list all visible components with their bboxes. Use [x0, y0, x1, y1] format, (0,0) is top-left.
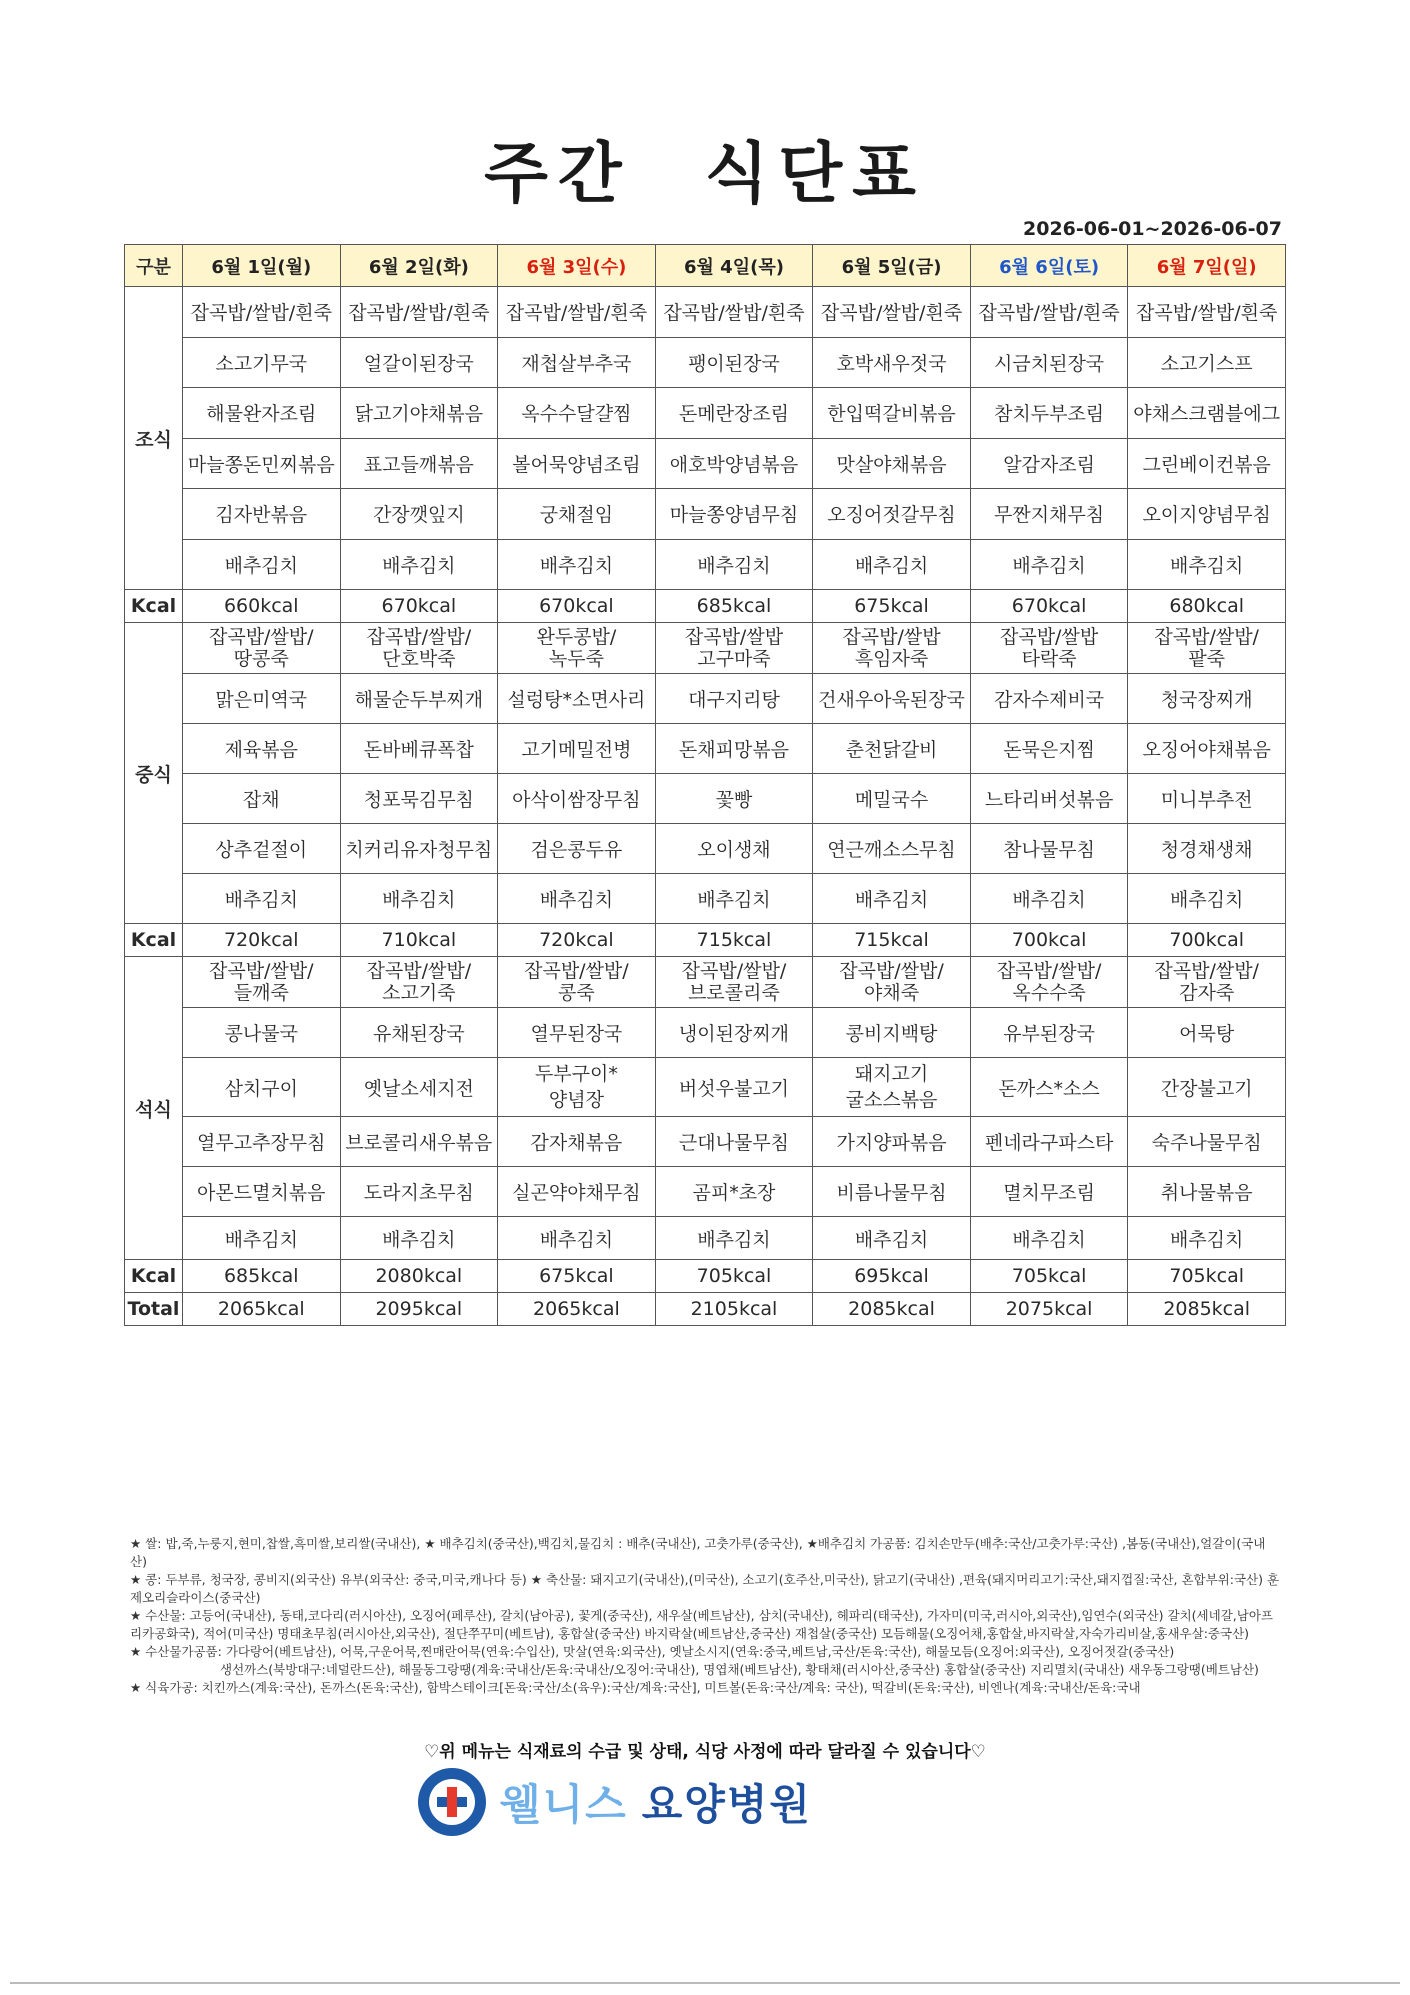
dish-cell: 배추김치	[813, 1217, 971, 1260]
header-row	[125, 245, 1286, 287]
dish-cell: 검은콩두유	[498, 824, 656, 874]
dish-cell: 옥수수달걀찜	[498, 388, 656, 439]
dish-cell: 삼치구이	[183, 1058, 341, 1117]
kcal-value: 710kcal	[340, 924, 498, 957]
dish-cell: 애호박양념볶음	[655, 438, 813, 489]
dish-cell: 참치두부조림	[970, 388, 1128, 439]
dish-cell: 볼어묵양념조림	[498, 438, 656, 489]
breakfast-row	[125, 438, 1286, 489]
dish-cell: 김자반볶음	[183, 489, 341, 540]
dish-cell: 배추김치	[970, 539, 1128, 590]
dish-cell: 고기메밀전병	[498, 724, 656, 774]
dish-cell: 춘천닭갈비	[813, 724, 971, 774]
rice-cell	[183, 623, 341, 674]
dish-cell: 배추김치	[340, 539, 498, 590]
dish-cell: 아몬드멸치볶음	[183, 1167, 341, 1217]
dish-cell: 잡곡밥/쌀밥/흰죽	[340, 287, 498, 338]
dish-line: 소고기죽	[382, 982, 456, 1004]
rice-cell	[970, 957, 1128, 1008]
dish-cell: 멸치무조림	[970, 1167, 1128, 1217]
kcal-value: 715kcal	[813, 924, 971, 957]
dish-line: 흑임자죽	[854, 648, 929, 670]
dish-line: 잡곡밥/쌀밥	[684, 626, 784, 648]
dish-cell: 잡곡밥/쌀밥/흰죽	[813, 287, 971, 338]
page-title: 주간 식단표	[484, 135, 926, 212]
dish-cell: 한입떡갈비볶음	[813, 388, 971, 439]
total-value: 2085kcal	[813, 1293, 971, 1326]
dish-cell: 버섯우불고기	[655, 1058, 813, 1117]
dish-cell: 마늘쫑돈민찌볶음	[183, 438, 341, 489]
dish-cell: 잡곡밥/쌀밥/흰죽	[655, 287, 813, 338]
dish-cell: 배추김치	[340, 1217, 498, 1260]
kcal-value: 660kcal	[183, 590, 341, 623]
dish-cell: 옛날소세지전	[340, 1058, 498, 1117]
dish-line: 브로콜리죽	[688, 982, 780, 1004]
bottom-divider	[10, 1982, 1400, 1984]
rice-cell	[183, 957, 341, 1008]
dish-cell: 재첩살부추국	[498, 337, 656, 388]
day-header: 6월 2일(화)	[340, 245, 498, 287]
total-value: 2065kcal	[183, 1293, 341, 1326]
dish-line: 잡곡밥/쌀밥/	[996, 960, 1102, 982]
dish-cell: 비름나물무침	[813, 1167, 971, 1217]
kcal-label: Kcal	[125, 590, 183, 623]
dish-line: 잡곡밥/쌀밥/	[681, 960, 787, 982]
kcal-value: 705kcal	[1128, 1260, 1286, 1293]
dish-cell: 청경채생채	[1128, 824, 1286, 874]
dish-line: 야채죽	[864, 982, 920, 1004]
dish-cell: 팽이된장국	[655, 337, 813, 388]
dish-cell: 청포묵김무침	[340, 774, 498, 824]
day-header: 6월 4일(목)	[655, 245, 813, 287]
kcal-row	[125, 590, 1286, 623]
dish-line: 잡곡밥/쌀밥/	[366, 626, 472, 648]
dish-cell: 잡채	[183, 774, 341, 824]
dish-cell: 펜네라구파스타	[970, 1117, 1128, 1167]
dish-cell: 배추김치	[813, 539, 971, 590]
dish-cell: 상추겉절이	[183, 824, 341, 874]
dish-cell: 돈묵은지찜	[970, 724, 1128, 774]
dish-cell: 감자수제비국	[970, 674, 1128, 724]
kcal-value: 670kcal	[498, 590, 656, 623]
dish-cell: 표고들깨볶음	[340, 438, 498, 489]
dish-cell: 돈바베큐폭찹	[340, 724, 498, 774]
dish-cell: 맛살야채볶음	[813, 438, 971, 489]
dish-cell: 도라지초무침	[340, 1167, 498, 1217]
dish-cell: 배추김치	[498, 539, 656, 590]
dish-cell: 취나물볶음	[1128, 1167, 1286, 1217]
dish-cell: 콩나물국	[183, 1008, 341, 1058]
header-label: 구분	[125, 245, 183, 287]
dish-cell: 잡곡밥/쌀밥/흰죽	[970, 287, 1128, 338]
dish-cell: 배추김치	[183, 874, 341, 924]
dish-cell: 소고기무국	[183, 337, 341, 388]
dish-cell: 열무고추장무침	[183, 1117, 341, 1167]
rice-cell	[655, 957, 813, 1008]
dish-cell: 배추김치	[1128, 874, 1286, 924]
dish-cell: 해물완자조림	[183, 388, 341, 439]
note-line: ★ 수산물: 고등어(국내산), 동태,코다리(러시아산), 오징어(페루산), 갈치(남아공), 꽃게(중국산), 새우살(베트남산), 삼치(국내산), 헤파리(태국산), 가자미(미국,러시아,외국산),임연수(외국산) 갈치(세네갈,남아프리카공화국), 적어(미국산) 명태초무침(러시아산,외국산), 절단쭈꾸미(베트남), 홍합살(중국산) 바지락살(베트남산,중국산) 재첩살(중국산) 모듬해물(오징어채,홍합살,바지락살,자숙가리비살,홍새우살:중국산)	[130, 1608, 1273, 1641]
dish-line: 잡곡밥/쌀밥	[842, 626, 941, 648]
dish-line: 양념장	[548, 1089, 604, 1111]
dish-cell: 간장불고기	[1128, 1058, 1286, 1117]
kcal-value: 685kcal	[655, 590, 813, 623]
kcal-value: 700kcal	[1128, 924, 1286, 957]
dish-cell: 소고기스프	[1128, 337, 1286, 388]
day-header: 6월 3일(수)	[498, 245, 656, 287]
dish-cell: 건새우아욱된장국	[813, 674, 971, 724]
dish-line: 완두콩밥/	[536, 626, 617, 648]
dish-cell	[813, 1058, 971, 1117]
day-header: 6월 5일(금)	[813, 245, 971, 287]
dish-line: 고구마죽	[697, 648, 771, 670]
dish-cell: 어묵탕	[1128, 1008, 1286, 1058]
hospital-logo	[418, 1767, 812, 1837]
lunch-row	[125, 674, 1286, 724]
rice-cell	[813, 623, 971, 674]
kcal-value: 720kcal	[183, 924, 341, 957]
dish-cell: 느타리버섯볶음	[970, 774, 1128, 824]
kcal-value: 715kcal	[655, 924, 813, 957]
lunch-row	[125, 724, 1286, 774]
dish-cell: 참나물무침	[970, 824, 1128, 874]
dish-cell: 호박새우젓국	[813, 337, 971, 388]
dish-cell: 배추김치	[1128, 1217, 1286, 1260]
dish-line: 돼지고기	[854, 1063, 929, 1085]
dish-cell: 숙주나물무침	[1128, 1117, 1286, 1167]
rice-cell	[498, 623, 656, 674]
dish-cell: 배추김치	[970, 874, 1128, 924]
kcal-value: 675kcal	[498, 1260, 656, 1293]
dish-cell: 꽃빵	[655, 774, 813, 824]
dish-line: 잡곡밥/쌀밥/	[366, 960, 472, 982]
dish-cell: 잡곡밥/쌀밥/흰죽	[183, 287, 341, 338]
total-value: 2085kcal	[1128, 1293, 1286, 1326]
note-line: 생선까스(북방대구:네덜란드산), 해물동그랑땡(계육:국내산/돈육:국내산/오징어:국내산), 명엽채(베트남산), 황태채(러시아산,중국산) 홍합살(중국산) 지리멸치(국내산) 새우동그랑땡(베트남산)	[220, 1662, 1259, 1677]
dish-cell: 브로콜리새우볶음	[340, 1117, 498, 1167]
dish-cell: 설렁탕*소면사리	[498, 674, 656, 724]
kcal-row	[125, 1260, 1286, 1293]
day-header: 6월 7일(일)	[1128, 245, 1286, 287]
weekly-menu-table	[124, 244, 1286, 1326]
day-header: 6월 6일(토)	[970, 245, 1128, 287]
dish-cell	[498, 1058, 656, 1117]
lunch-row	[125, 874, 1286, 924]
dish-line: 녹두죽	[548, 648, 604, 670]
origin-notes	[130, 1535, 1280, 1697]
kcal-value: 680kcal	[1128, 590, 1286, 623]
dish-cell: 배추김치	[340, 874, 498, 924]
rice-cell	[498, 957, 656, 1008]
kcal-value: 705kcal	[970, 1260, 1128, 1293]
dish-cell: 곰피*초장	[655, 1167, 813, 1217]
dish-cell: 해물순두부찌개	[340, 674, 498, 724]
rice-cell	[340, 957, 498, 1008]
dinner-row	[125, 1058, 1286, 1117]
dish-cell: 청국장찌개	[1128, 674, 1286, 724]
dish-cell: 미니부추전	[1128, 774, 1286, 824]
dish-cell: 얼갈이된장국	[340, 337, 498, 388]
kcal-value: 695kcal	[813, 1260, 971, 1293]
dish-line: 옥수수죽	[1012, 982, 1086, 1004]
dish-line: 땅콩죽	[233, 648, 289, 670]
dish-line: 감자죽	[1179, 982, 1235, 1004]
total-value: 2095kcal	[340, 1293, 498, 1326]
rice-cell	[970, 623, 1128, 674]
meal-label-breakfast: 조식	[125, 287, 183, 590]
kcal-value: 675kcal	[813, 590, 971, 623]
dish-cell: 배추김치	[1128, 539, 1286, 590]
dish-line: 콩죽	[558, 982, 595, 1004]
dish-cell: 오징어야채볶음	[1128, 724, 1286, 774]
dish-cell: 제육볶음	[183, 724, 341, 774]
note-line: ★ 식육가공: 치킨까스(계육:국산), 돈까스(돈육:국산), 함박스테이크[돈육:국산/소(육우):국산/계육:국산], 미트볼(돈육:국산/계육: 국산), 떡갈비(돈육:국산), 비엔나(계육:국내산/돈육:국내	[130, 1680, 1141, 1695]
dish-line: 팥죽	[1188, 648, 1226, 670]
dish-cell: 배추김치	[813, 874, 971, 924]
note-line: ★ 콩: 두부류, 청국장, 콩비지(외국산) 유부(외국산: 중국,미국,캐나다 등) ★ 축산물: 돼지고기(국내산),(미국산), 소고기(호주산,미국산), 닭고기(국내산) ,편육(돼지머리고기:국산,돼지껍질:국산, 혼합부위:국산) 훈제오리슬라이스(중국산)	[130, 1572, 1280, 1605]
date-range: 2026-06-01~2026-06-07	[1023, 218, 1282, 240]
dish-cell: 냉이된장찌개	[655, 1008, 813, 1058]
dish-cell: 감자채볶음	[498, 1117, 656, 1167]
dish-line: 타락죽	[1021, 648, 1077, 670]
hospital-cross-emblem-icon	[418, 1768, 486, 1836]
dish-cell: 그린베이컨볶음	[1128, 438, 1286, 489]
breakfast-row	[125, 388, 1286, 439]
dish-line: 잡곡밥/쌀밥/	[524, 960, 629, 982]
dish-cell: 닭고기야채볶음	[340, 388, 498, 439]
rice-cell	[1128, 957, 1286, 1008]
total-value: 2105kcal	[655, 1293, 813, 1326]
dish-cell: 유채된장국	[340, 1008, 498, 1058]
dish-cell: 돈메란장조림	[655, 388, 813, 439]
dish-cell: 잡곡밥/쌀밥/흰죽	[498, 287, 656, 338]
dish-cell: 오이생채	[655, 824, 813, 874]
dish-cell: 배추김치	[183, 539, 341, 590]
kcal-label: Kcal	[125, 924, 183, 957]
dish-line: 잡곡밥/쌀밥/	[208, 960, 314, 982]
lunch-row	[125, 774, 1286, 824]
kcal-row	[125, 924, 1286, 957]
dish-cell: 무짠지채무침	[970, 489, 1128, 540]
dish-cell: 실곤약야채무침	[498, 1167, 656, 1217]
dinner-rice-row	[125, 957, 1286, 1008]
rice-cell	[1128, 623, 1286, 674]
kcal-value: 2080kcal	[340, 1260, 498, 1293]
breakfast-row	[125, 287, 1286, 338]
dish-cell: 시금치된장국	[970, 337, 1128, 388]
dish-line: 잡곡밥/쌀밥	[1000, 626, 1099, 648]
dish-cell: 야채스크램블에그	[1128, 388, 1286, 439]
dish-line: 단호박죽	[382, 648, 456, 670]
dish-cell: 연근깨소스무침	[813, 824, 971, 874]
dish-cell: 잡곡밥/쌀밥/흰죽	[1128, 287, 1286, 338]
dish-cell: 가지양파볶음	[813, 1117, 971, 1167]
dish-cell: 콩비지백탕	[813, 1008, 971, 1058]
day-header: 6월 1일(월)	[183, 245, 341, 287]
meal-label-lunch: 중식	[125, 623, 183, 924]
dish-line: 잡곡밥/쌀밥/	[1154, 626, 1259, 648]
dish-cell: 배추김치	[183, 1217, 341, 1260]
lunch-rice-row	[125, 623, 1286, 674]
dish-cell: 메밀국수	[813, 774, 971, 824]
dish-cell: 오징어젓갈무침	[813, 489, 971, 540]
dish-line: 두부구이*	[534, 1063, 618, 1085]
dish-line: 들깨죽	[233, 982, 289, 1004]
dinner-row	[125, 1167, 1286, 1217]
total-value: 2065kcal	[498, 1293, 656, 1326]
kcal-value: 670kcal	[970, 590, 1128, 623]
logo-name-part1: 웰니스	[500, 1780, 628, 1829]
breakfast-row	[125, 489, 1286, 540]
dish-cell: 배추김치	[498, 874, 656, 924]
kcal-label: Kcal	[125, 1260, 183, 1293]
dinner-row	[125, 1217, 1286, 1260]
total-value: 2075kcal	[970, 1293, 1128, 1326]
kcal-value: 670kcal	[340, 590, 498, 623]
dish-cell: 배추김치	[655, 874, 813, 924]
dish-cell: 돈채피망볶음	[655, 724, 813, 774]
dish-cell: 마늘쫑양념무침	[655, 489, 813, 540]
meal-label-dinner: 석식	[125, 957, 183, 1260]
dish-cell: 궁채절임	[498, 489, 656, 540]
note-line: ★ 쌀: 밥,죽,누룽지,현미,찹쌀,흑미쌀,보리쌀(국내산), ★ 배추김치(중국산),백김치,물김치 : 배추(국내산), 고춧가루(중국산), ★배추김치 가공품: 김치손만두(배추:국산/고춧가루:국산) ,봄동(국내산),얼갈이(국내산)	[130, 1536, 1266, 1569]
dish-cell: 배추김치	[655, 539, 813, 590]
rice-cell	[340, 623, 498, 674]
dish-cell: 근대나물무침	[655, 1117, 813, 1167]
dish-cell: 대구지리탕	[655, 674, 813, 724]
rice-cell	[655, 623, 813, 674]
dish-cell: 아삭이쌈장무침	[498, 774, 656, 824]
kcal-value: 720kcal	[498, 924, 656, 957]
kcal-value: 705kcal	[655, 1260, 813, 1293]
dish-cell: 오이지양념무침	[1128, 489, 1286, 540]
dish-cell: 배추김치	[655, 1217, 813, 1260]
kcal-value: 685kcal	[183, 1260, 341, 1293]
kcal-value: 700kcal	[970, 924, 1128, 957]
dish-line: 잡곡밥/쌀밥/	[208, 626, 314, 648]
total-label: Total	[125, 1293, 183, 1326]
dinner-row	[125, 1008, 1286, 1058]
note-line: ★ 수산물가공품: 가다랑어(베트남산), 어묵,구운어묵,찐매란어묵(연육:수입산), 맛살(연육:외국산), 옛날소시지(연육:중국,베트남,국산/돈육:국산), 해물모듬(오징어:외국산), 오징어젓갈(중국산)	[130, 1644, 1175, 1659]
notice-text: ♡위 메뉴는 식재료의 수급 및 상태, 식당 사정에 따라 달라질 수 있습니다♡	[424, 1742, 986, 1762]
total-row	[125, 1293, 1286, 1326]
dish-cell: 치커리유자청무침	[340, 824, 498, 874]
lunch-row	[125, 824, 1286, 874]
dish-cell: 맑은미역국	[183, 674, 341, 724]
breakfast-row	[125, 539, 1286, 590]
dinner-row	[125, 1117, 1286, 1167]
dish-cell: 돈까스*소스	[970, 1058, 1128, 1117]
dish-cell: 열무된장국	[498, 1008, 656, 1058]
dish-cell: 배추김치	[498, 1217, 656, 1260]
logo-name-part2: 요양병원	[641, 1780, 813, 1829]
breakfast-row	[125, 337, 1286, 388]
dish-line: 굴소스볶음	[845, 1089, 938, 1111]
rice-cell	[813, 957, 971, 1008]
dish-cell: 알감자조림	[970, 438, 1128, 489]
dish-line: 잡곡밥/쌀밥/	[839, 960, 944, 982]
dish-cell: 배추김치	[970, 1217, 1128, 1260]
dish-cell: 유부된장국	[970, 1008, 1128, 1058]
dish-line: 잡곡밥/쌀밥/	[1154, 960, 1259, 982]
dish-cell: 간장깻잎지	[340, 489, 498, 540]
